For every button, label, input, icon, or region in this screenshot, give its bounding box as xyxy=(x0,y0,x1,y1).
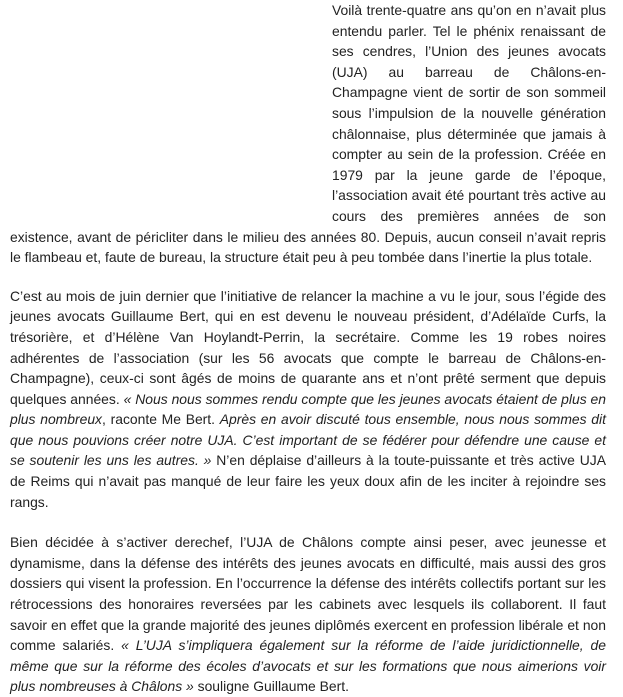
paragraph-3 xyxy=(10,532,606,697)
paragraph-3-quote: « L’UJA s’impliquera également sur la réforme de l’aide juridictionnelle, de même que sur la réforme des écoles d’avocats et sur les formations que nous aimerions voir plus nombreuses à Châlons » xyxy=(10,637,606,695)
paragraph-2-text-a: C’est au mois de juin dernier que l’initiative de relancer la machine a vu le jour, sous l’égide des jeunes avocats Guillaume Bert, qui en est devenu le nouveau président, d’Adélaïde Curfs, la trésorière, et d’Hélène Van Hoylandt-Perrin, la secrétaire. Comme les 19 robes noires adhérentes de l’association (sur les 56 avocats que compte le barreau de Châlons-en-Champagne), ceux-ci sont âgés de moins de quarante ans et n’ont prêté serment que depuis quelques années. xyxy=(10,287,606,407)
paragraph-3-text-a: Bien décidée à s’activer derechef, l’UJA de Châlons compte ainsi peser, avec jeunesse et dynamisme, dans la défense des intérêts des jeunes avocats en difficulté, mais aussi des gros dossiers qui visent la profession. En l’occurrence la défense des intérêts collectifs portant sur les rétrocessions des honoraires reversées par les cabinets avec lesquels ils collaborent. Il faut savoir en effet que la grande majorité des jeunes diplômés exercent en profession libérale et non comme salariés. xyxy=(10,534,606,654)
image-placeholder-space xyxy=(10,0,332,226)
paragraph-2-text-c: N’en déplaise d’ailleurs à la toute-puissante et très active UJA de Reims qui n’avait pas manqué de leur faire les yeux doux afin de les inciter à rejoindre ses rangs. xyxy=(10,452,606,510)
article-body xyxy=(10,0,606,697)
paragraph-2-quote-b: Après en avoir discuté tous ensemble, nous nous sommes dit que nous pouvions créer notre UJA. C’est important de se fédérer pour défendre une cause et se soutenir les uns les autres. » xyxy=(10,411,606,469)
paragraph-2-text-b: , raconte Me Bert. xyxy=(102,411,220,428)
paragraph-1 xyxy=(10,0,606,268)
paragraph-2-quote-a: « Nous nous sommes rendu compte que les jeunes avocats étaient de plus en plus nombreux xyxy=(10,390,606,428)
paragraph-3-text-b: souligne Guillaume Bert. xyxy=(193,678,349,695)
paragraph-2 xyxy=(10,286,606,513)
paragraph-1-text: Voilà trente-quatre ans qu’on en n’avait plus entendu parler. Tel le phénix renaissant de ses cendres, l’Union des jeunes avocats (UJA) au barreau de Châlons-en-Champagne vient de sortir de son sommeil sous l’impulsion de la nouvelle génération châlonnaise, plus déterminée que jamais à compter au sein de la profession. Créée en 1979 par la jeune garde de l’époque, l’association avait été pourtant très active au cours des premières années de son existence, avant de péricliter dans le milieu des années 80. Depuis, aucun conseil n’avait repris le flambeau et, faute de bureau, la structure était peu à peu tombée dans l’inertie la plus totale. xyxy=(10,2,606,266)
